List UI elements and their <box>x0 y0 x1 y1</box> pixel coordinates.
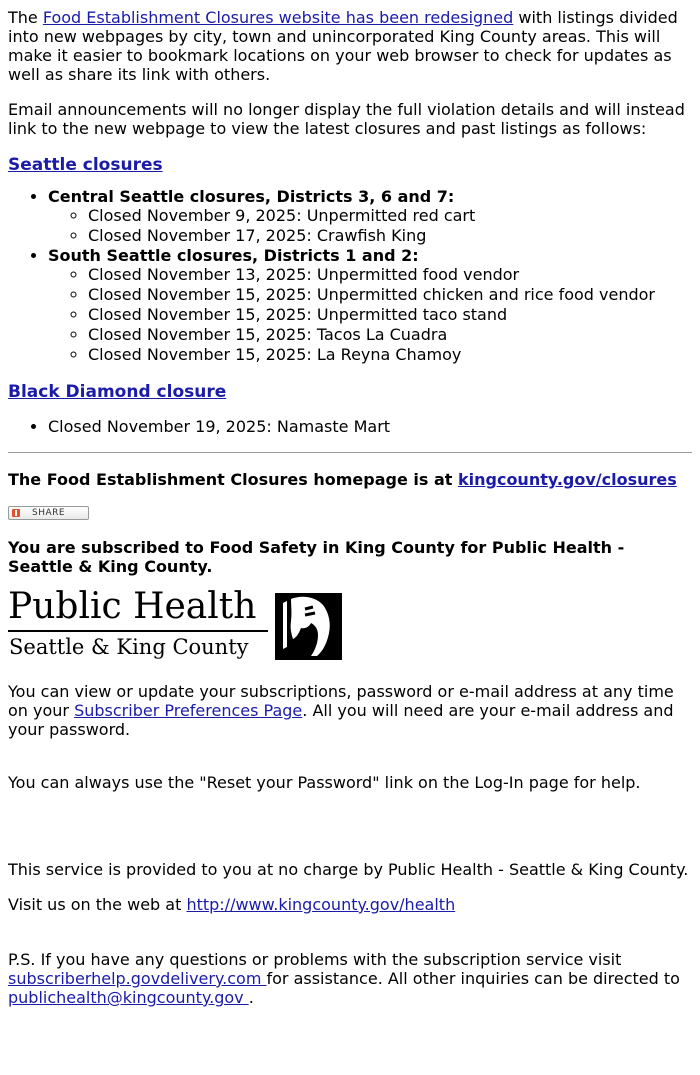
share-label: SHARE <box>32 508 66 518</box>
face-logo-icon <box>275 593 342 660</box>
subscriber-preferences-link[interactable]: Subscriber Preferences Page <box>74 701 303 720</box>
closure-group <box>48 246 692 365</box>
reset-password-note: You can always use the "Reset your Password" link on the Log-In page for help. <box>8 773 641 792</box>
ps-text: P.S. If you have any questions or problems with the subscription service visit <box>8 950 622 969</box>
logo-title: Public Health <box>8 586 257 627</box>
share-button[interactable] <box>8 506 89 520</box>
public-health-logo <box>8 586 342 663</box>
closure-items <box>48 265 692 365</box>
closure-item: ◦ Closed November 15, 2025: Unpermitted chicken and rice food vendor <box>88 285 692 305</box>
closure-item: ◦ Closed November 15, 2025: La Reyna Chamoy <box>88 345 692 365</box>
share-icon <box>12 509 20 517</box>
visit-text: Visit us on the web at <box>8 895 187 914</box>
divider <box>8 452 692 453</box>
black-diamond-heading <box>8 382 692 402</box>
preferences-text: You can view or update your subscriptions, password or e-mail address at any time on your <box>8 682 674 720</box>
logo-rule <box>8 630 268 632</box>
ps-text-end: . <box>248 988 254 1007</box>
closure-item: ◦ Closed November 13, 2025: Unpermitted food vendor <box>88 265 692 285</box>
closure-item: ◦ Closed November 15, 2025: Tacos La Cuadra <box>88 325 692 345</box>
intro-text: The <box>8 8 43 27</box>
preferences-text-end: . All you will need are your e-mail address and your password. <box>8 701 674 739</box>
seattle-closure-list <box>8 187 692 365</box>
closure-group-title: Central Seattle closures, Districts 3, 6 and 7: <box>48 187 455 206</box>
closure-items <box>48 206 692 246</box>
logo-subtitle: Seattle & King County <box>9 635 249 659</box>
service-note: This service is provided to you at no charge by Public Health - Seattle & King County. <box>8 860 689 879</box>
publichealth-email-link[interactable]: publichealth@kingcounty.gov <box>8 988 249 1007</box>
seattle-heading <box>8 155 692 175</box>
closure-item: ◦ Closed November 9, 2025: Unpermitted red cart <box>88 206 692 226</box>
intro-text-end: with listings divided into new webpages by city, town and unincorporated King County areas. This will make it easier to bookmark locations on your web browser to check for updates as well as share its link with others. <box>8 8 678 84</box>
redesign-link[interactable]: Food Establishment Closures website has been redesigned <box>42 8 514 27</box>
health-website-link[interactable]: http://www.kingcounty.gov/health <box>186 895 456 914</box>
email-note: Email announcements will no longer display the full violation details and will instead link to the new webpage to view the latest closures and past listings as follows: <box>8 100 685 138</box>
subscription-notice: You are subscribed to Food Safety in King County for Public Health - Seattle & King County. <box>8 538 625 576</box>
closure-group <box>48 187 692 246</box>
seattle-closures-link[interactable]: Seattle closures <box>8 155 163 175</box>
closures-homepage-link[interactable]: kingcounty.gov/closures <box>457 470 677 489</box>
homepage-text: The Food Establishment Closures homepage is at <box>8 470 458 489</box>
closure-item: • Closed November 19, 2025: Namaste Mart <box>48 417 692 436</box>
closure-item: ◦ Closed November 15, 2025: Unpermitted taco stand <box>88 305 692 325</box>
ps-paragraph <box>8 950 692 1007</box>
black-diamond-list <box>8 417 692 436</box>
subscriber-help-link[interactable]: subscriberhelp.govdelivery.com <box>8 969 267 988</box>
homepage-line <box>8 470 692 489</box>
black-diamond-closure-link[interactable]: Black Diamond closure <box>8 382 227 402</box>
closure-item: ◦ Closed November 17, 2025: Crawfish King <box>88 226 692 246</box>
email-body <box>8 8 692 1007</box>
closure-group-title: South Seattle closures, Districts 1 and 2: <box>48 246 419 265</box>
visit-paragraph <box>8 895 692 914</box>
preferences-paragraph <box>8 682 692 739</box>
ps-text-mid: for assistance. All other inquiries can be directed to <box>266 969 680 988</box>
intro-paragraph <box>8 8 692 84</box>
